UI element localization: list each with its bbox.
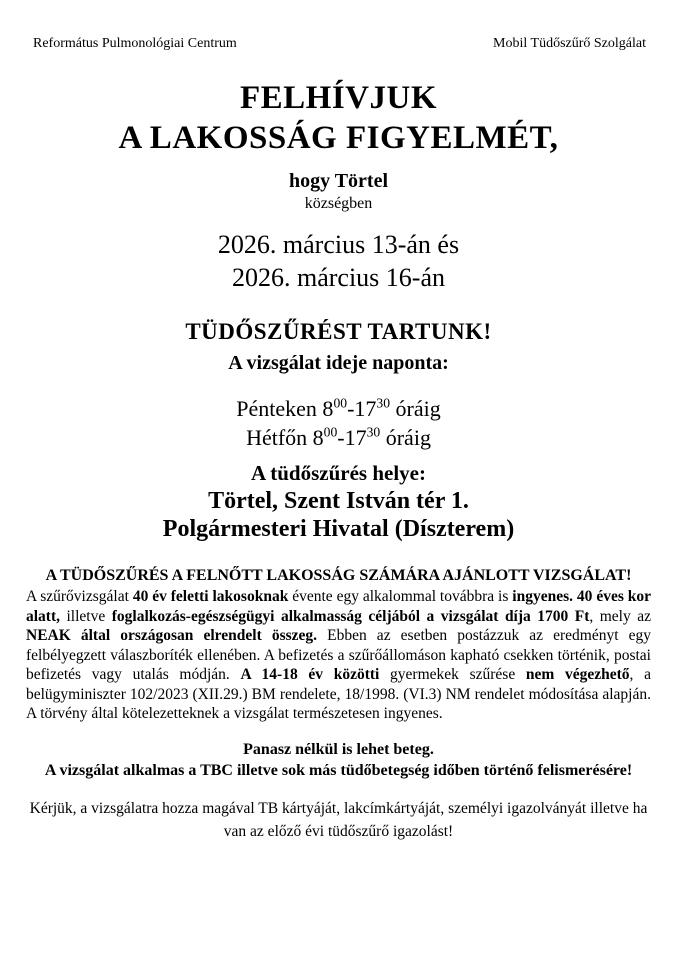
notice-line1: Panasz nélkül is lehet beteg. <box>243 741 434 758</box>
notice-section <box>0 739 677 781</box>
screening-date-1: 2026. március 13-án és <box>217 230 460 259</box>
venue-address <box>0 487 677 543</box>
header-right-service: Mobil Tüdőszűrő Szolgálat <box>493 36 646 51</box>
info-heading: A TÜDŐSZŰRÉS A FELNŐTT LAKOSSÁG SZÁMÁRA AJÁNLOTT VIZSGÁLAT! <box>45 567 632 584</box>
page-title-line2: A LAKOSSÁG FIGYELMÉT, <box>118 120 559 156</box>
venue-address-line1: Törtel, Szent István tér 1. <box>208 488 469 514</box>
header-left-organization: Református Pulmonológiai Centrum <box>33 36 237 51</box>
screening-heading: TÜDŐSZŰRÉST TARTUNK! <box>185 319 492 344</box>
intro-village-suffix: községben <box>304 195 373 212</box>
info-section <box>26 567 651 724</box>
screening-times <box>0 394 677 452</box>
screening-subheading: A vizsgálat ideje naponta: <box>228 352 449 374</box>
venue-address-line2: Polgármesteri Hivatal (Díszterem) <box>162 516 515 542</box>
page-header <box>33 36 646 52</box>
page-title-line2-wrap <box>0 118 677 158</box>
screening-date-2: 2026. március 16-án <box>231 263 445 292</box>
screening-dates <box>0 228 677 294</box>
info-paragraph: A szűrővizsgálat 40 év feletti lakosoknak évente egy alkalommal továbbra is ingyenes. 40 éves kor alatt, illetve foglalkozás-egészségügyi alkalmasság céljából a vizsgálat díja 1700 Ft, mely az NEAK által országosan elrendelt összeg. Ebben az esetben postázzuk az eredményt egy felbélyegzett válaszboríték ellenében. A befizetés a szűrőállomáson kapható csekken történik, postai befizetés vagy utalás módján. A 14-18 év közötti gyermekek szűrése nem végezhető, a belügyminiszter 102/2023 (XII.29.) BM rendelete, 18/1998. (VI.3) NM rendelet módosítása alapján. A törvény által kötelezetteknek a vizsgálat természetesen ingyenes. <box>26 588 652 722</box>
intro-village: hogy Törtel <box>288 170 389 192</box>
footer-note: Kérjük, a vizsgálatra hozza magával TB kártyáját, lakcímkártyáját, személyi igazolványát illetve ha van az előző évi tüdőszűrő igazolást! <box>29 800 648 840</box>
page-title-line1: FELHÍVJUK <box>239 80 438 116</box>
screening-time-monday: Hétfőn $8^{00}-17^{30}$ óráig <box>246 424 431 450</box>
venue-heading: A tüdőszűrés helye: <box>251 461 426 485</box>
screening-time-friday: Pénteken $8^{00}-17^{30}$ óráig <box>236 395 441 421</box>
notice-line2: A vizsgálat alkalmas a TBC illetve sok más tüdőbetegség időben történő felismerésére! <box>44 762 633 779</box>
page-title <box>0 78 677 118</box>
